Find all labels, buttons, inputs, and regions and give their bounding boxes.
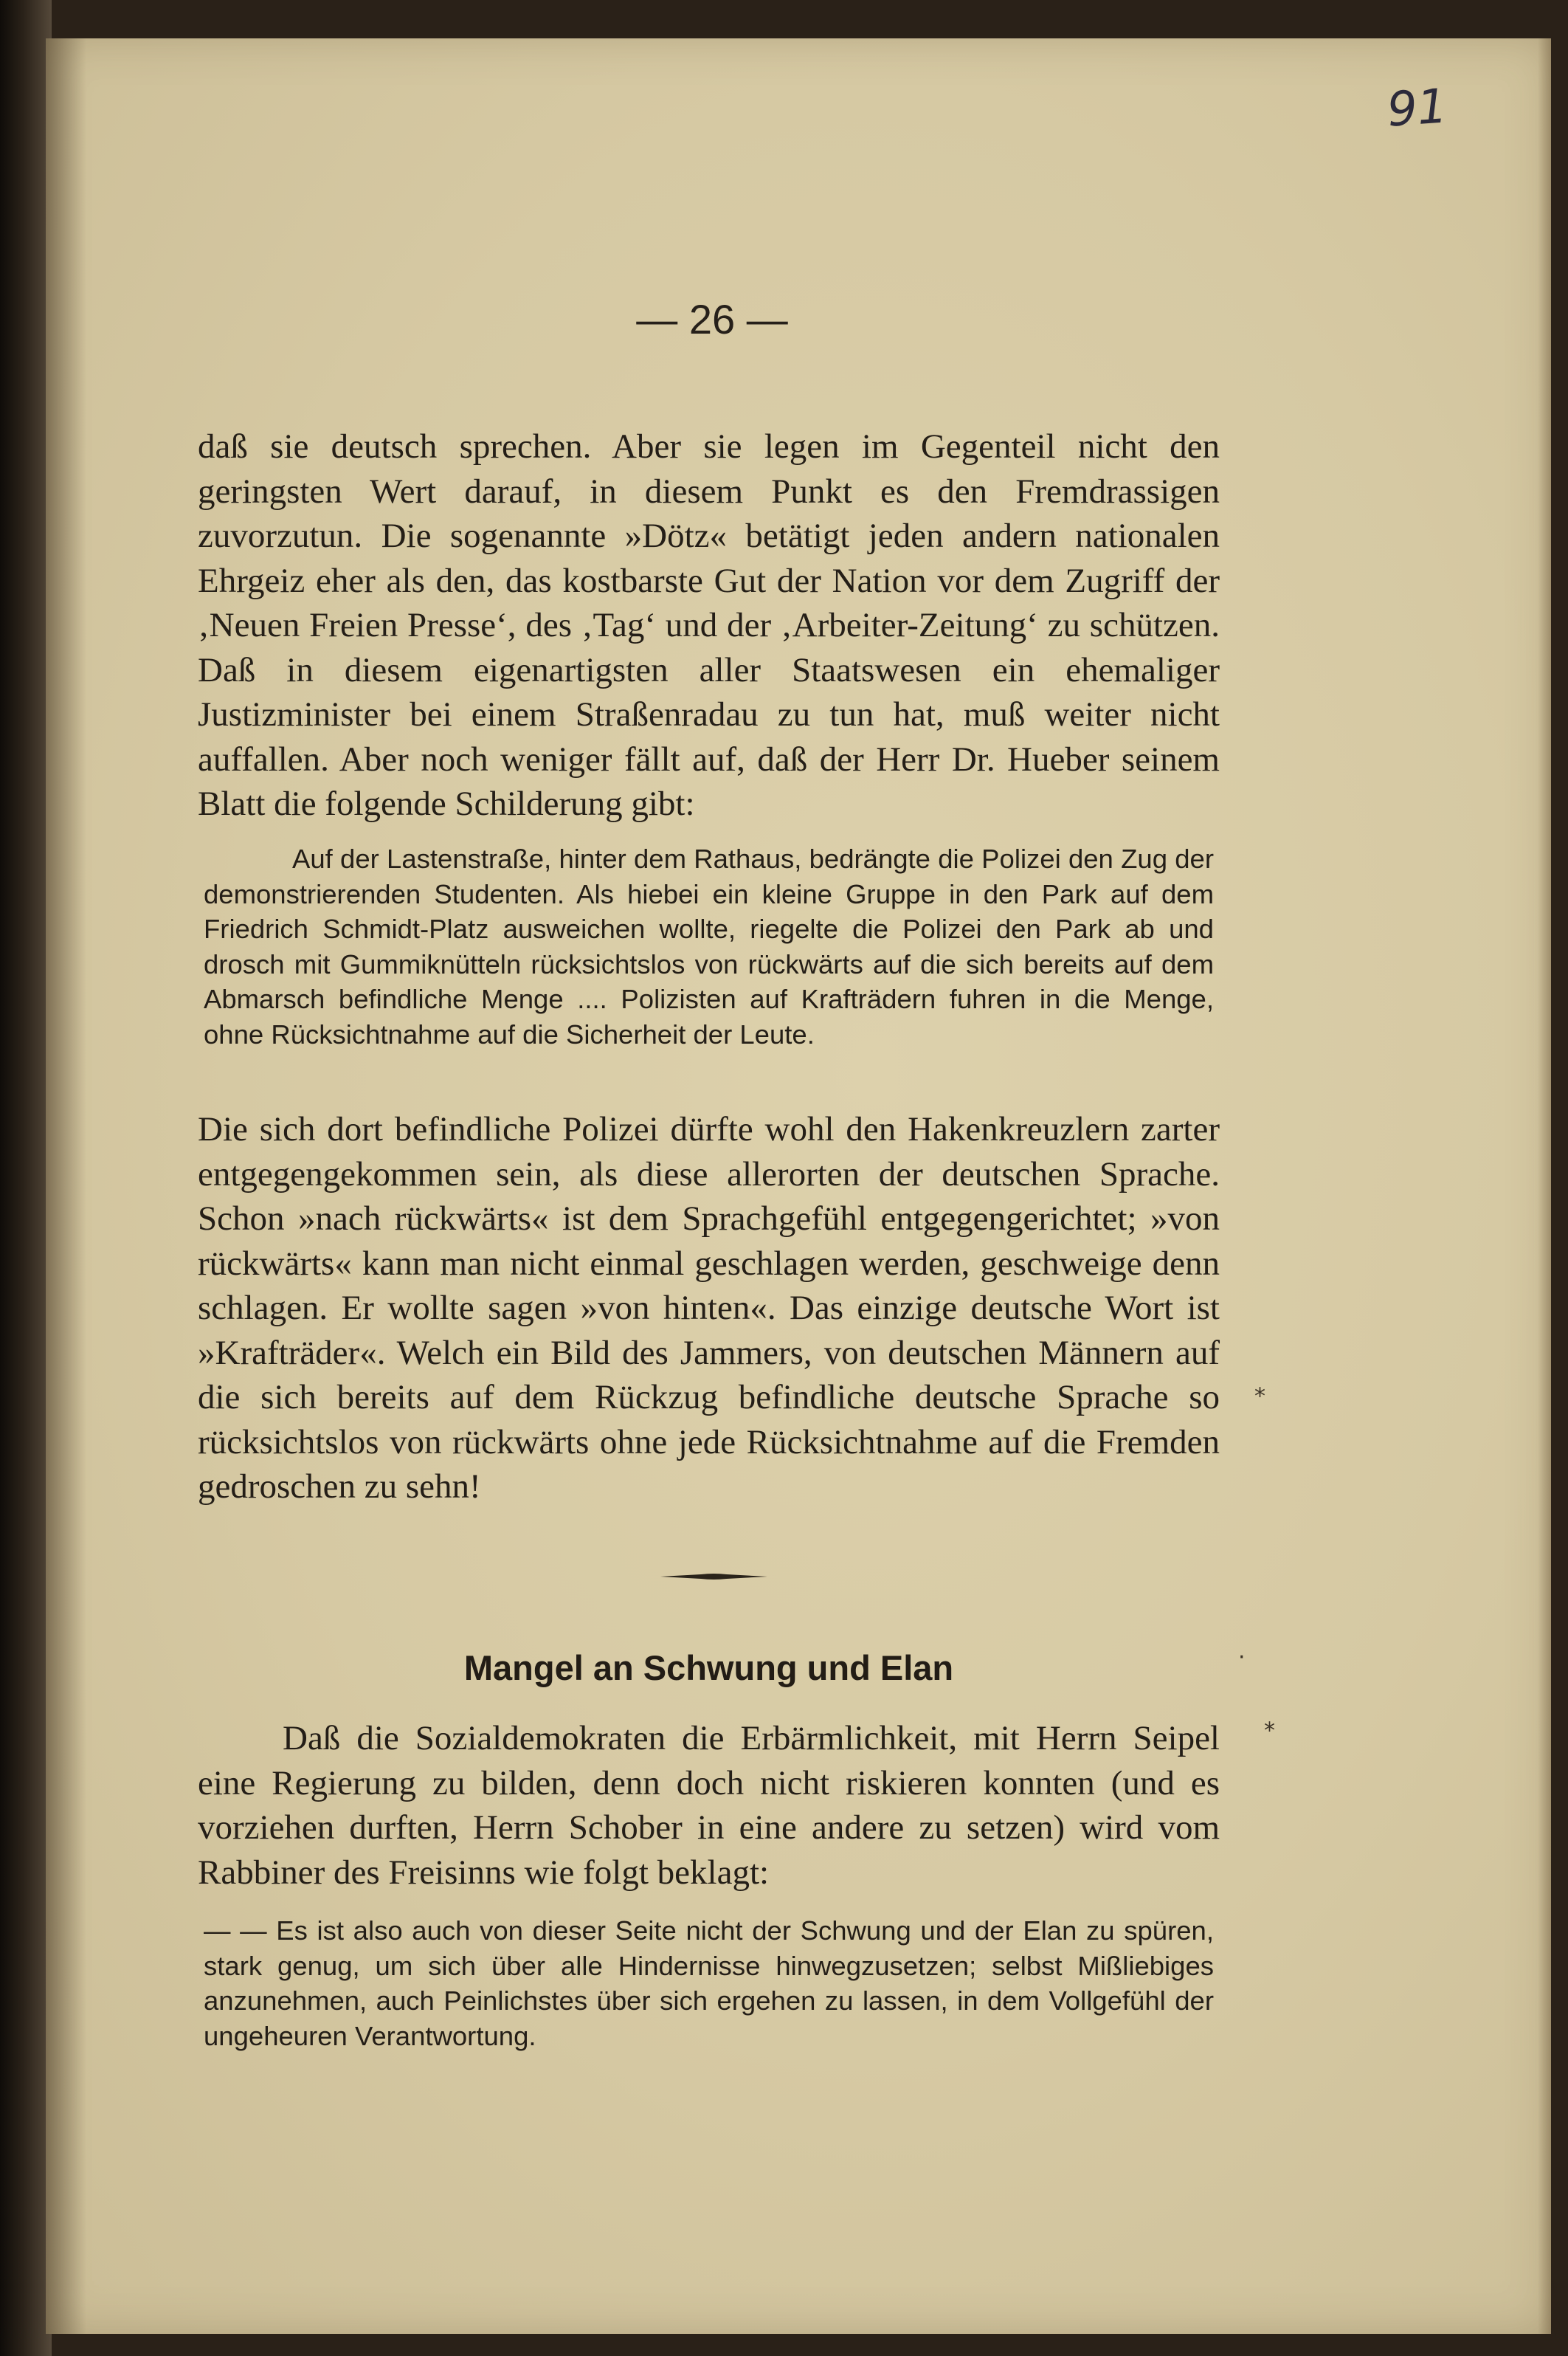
paragraph-1-block (198, 424, 1220, 827)
divider-ornament (660, 1571, 767, 1582)
paragraph-2-block (198, 1107, 1220, 1509)
paragraph-1: daß sie deutsch sprechen. Aber sie legen im Gegenteil nicht den geringsten Wert darauf, in diesem Punkt es den Fremdrassigen zuvorzutun. Die sogenannte »Dötz« betätigt jeden andern nationalen Ehrgeiz eher als den, das kostbarste Gut der Nation vor dem Zugriff der ‚Neuen Freien Presse‘, des ‚Tag‘ und der ‚Arbeiter-Zeitung‘ zu schützen. Daß in diesem eigenartigsten aller Staatswesen ein ehemaliger Justizminister bei einem Straßenradau zu tun hat, muß weiter nicht auffallen. Aber noch weniger fällt auf, daß der Herr Dr. Hueber seinem Blatt die folgende Schilderung gibt: (198, 427, 1220, 823)
quote-2-block (198, 1913, 1220, 2053)
quote-2: — — Es ist also auch von dieser Seite nicht der Schwung und der Elan zu spüren, stark genug, um sich über alle Hindernisse hinwegzusetzen; selbst Mißliebiges anzunehmen, auch Peinlichstes über sich ergehen zu lassen, in dem Vollgefühl der ungeheuren Verantwortung. (204, 1915, 1214, 2051)
paragraph-3-block (198, 1716, 1220, 1895)
margin-mark: ⁎ (1254, 1377, 1265, 1402)
paragraph-2: Die sich dort befindliche Polizei dürfte wohl den Hakenkreuzlern zarter entgegengekommen sein, als diese allerorten der deutschen Sprache. Schon »nach rückwärts« ist dem Sprachgefühl entgegengerichtet; »von rückwärts« kann man nicht einmal geschlagen werden, geschweige denn schlagen. Er wollte sagen »von hinten«. Das einzige deutsche Wort ist »Krafträder«. Welch ein Bild des Jammers, von deutschen Männern auf die sich bereits auf dem Rückzug befindliche deutsche Sprache so rücksichtslos von rückwärts ohne jede Rücksichtnahme auf die Fremden gedroschen zu sehn! (198, 1110, 1220, 1506)
archive-number: 91 (1385, 79, 1449, 138)
quote-1: Auf der Lastenstraße, hinter dem Rathaus, bedrängte die Polizei den Zug der demonstrierenden Studenten. Als hiebei ein kleine Gruppe in den Park auf dem Friedrich Schmidt-Platz ausweichen wollte, riegelte die Polizei den Park ab und drosch mit Gummiknütteln rücksichtslos von rückwärts auf die sich bereits auf dem Abmarsch befindliche Menge .... Polizisten auf Krafträdern fuhren in die Menge, ohne Rücksichtnahme auf die Sicherheit der Leute. (204, 844, 1214, 1050)
margin-mark: ⁎ (1264, 1711, 1275, 1737)
margin-mark: · (1238, 1644, 1246, 1670)
paragraph-3: Daß die Sozialdemokraten die Erbärmlichkeit, mit Herrn Seipel eine Regierung zu bilden, denn doch nicht riskieren konnten (und es vorziehen durften, Herrn Schober in eine andere zu setzen) wird vom Rabbiner des Freisinns wie folgt beklagt: (198, 1719, 1220, 1892)
page-number: — 26 — (636, 296, 788, 342)
scan-background (0, 0, 52, 2356)
section-heading: Mangel an Schwung und Elan (463, 1648, 954, 1687)
quote-1-block (198, 841, 1220, 1052)
